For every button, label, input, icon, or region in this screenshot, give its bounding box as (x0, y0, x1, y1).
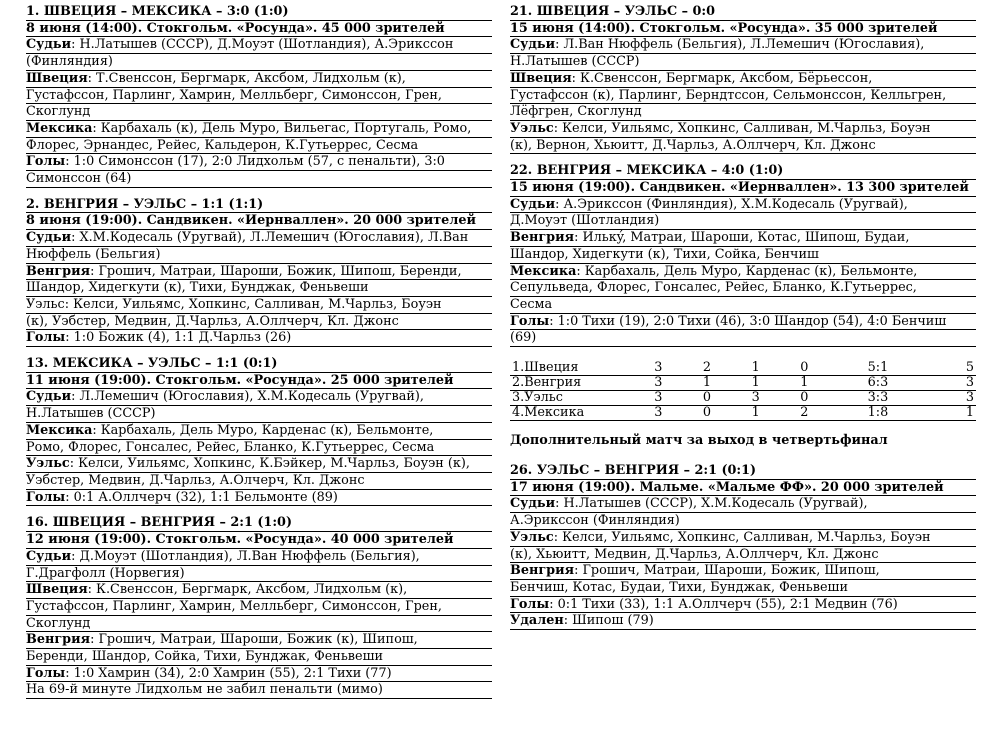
team2-text: : Карбахаль (к), Дель Муро, Вильегас, Португаль, Ромо, (92, 120, 472, 136)
referees-line (510, 197, 976, 214)
match-date-venue: 15 июня (14:00). Стокгольм. «Росунда». 35 000 зрителей (510, 21, 976, 38)
match-22 (510, 163, 976, 347)
team1-line-cont: Густафссон, Парлинг, Хамрин, Мелльберг, Симонссон, Грен, (26, 88, 492, 105)
team1-label: Швеция (510, 70, 572, 86)
referees-line (26, 549, 492, 566)
referees-line (26, 37, 492, 54)
referees-text: : Д.Моуэт (Шотландия), Л.Ван Нюффель (Бельгия), (71, 548, 420, 564)
referees-line-cont: Н.Латышев (СССР) (26, 406, 492, 423)
goals-line-cont: Симонссон (64) (26, 171, 492, 188)
team1-line (26, 423, 492, 440)
team2-text: : Грошич, Матраи, Шароши, Божик (к), Шипош, (90, 632, 418, 648)
referees-line-cont: (Финляндия) (26, 54, 492, 71)
referees-label: Судьи (26, 548, 72, 564)
losses-cell: 0 (780, 391, 829, 406)
team2-line-cont: Сесма (510, 297, 976, 314)
team-cell: 4.Мексика (510, 406, 634, 421)
team2-text: : Грошич, Матраи, Шароши, Божик, Шипош, (574, 563, 880, 579)
match-date-venue: 11 июня (19:00). Стокгольм. «Росунда». 25 000 зрителей (26, 373, 492, 390)
team1-text: : К.Свенссон, Бергмарк, Аксбом, Лидхольм (к), (87, 582, 408, 598)
goals-label: Голы (26, 330, 66, 346)
referees-label: Судьи (26, 389, 72, 405)
match-heading: 26. УЭЛЬС – ВЕНГРИЯ – 2:1 (0:1) (510, 463, 976, 480)
match-heading: 16. ШВЕЦИЯ – ВЕНГРИЯ – 2:1 (1:0) (26, 515, 492, 532)
referees-line (26, 230, 492, 247)
referees-label: Судьи (26, 37, 72, 53)
team1-label: Мексика (26, 422, 93, 438)
team1-line-cont: Скоглунд (26, 104, 492, 121)
table-row (510, 391, 976, 406)
goals-cell: 6:3 (829, 376, 928, 391)
team2-line (26, 632, 492, 649)
table-row (510, 406, 976, 421)
goals-text: : 0:1 А.Оллчерч (32), 1:1 Бельмонте (89) (65, 489, 338, 505)
wins-cell: 2 (683, 361, 732, 376)
draws-cell: 3 (731, 391, 780, 406)
match-date-venue: 8 июня (19:00). Сандвикен. «Иернваллен». 20 000 зрителей (26, 213, 492, 230)
team1-text: : Грошич, Матраи, Шароши, Божик, Шипош, Беренди, (90, 263, 462, 279)
sent-off-text: : Шипош (79) (563, 613, 654, 629)
match-heading: 22. ВЕНГРИЯ – МЕКСИКА – 4:0 (1:0) (510, 163, 976, 180)
played-cell: 3 (634, 391, 683, 406)
referees-text: : Х.М.Кодесаль (Уругвай), Л.Лемешич (Югославия), Л.Ван (71, 230, 469, 246)
team1-line-cont: Шандор, Хидегкути (к), Тихи, Бунджак, Феньвеши (26, 280, 492, 297)
match-date-venue: 17 июня (19:00). Мальме. «Мальме ФФ». 20 000 зрителей (510, 480, 976, 497)
team1-label: Швеция (26, 70, 88, 86)
goals-label: Голы (26, 665, 66, 681)
table-row (510, 376, 976, 391)
team1-text: : Илькý, Матраи, Шароши, Котас, Шипош, Будаи, (574, 230, 910, 246)
played-cell: 3 (634, 361, 683, 376)
team2-line (510, 563, 976, 580)
match-date-venue: 8 июня (14:00). Стокгольм. «Росунда». 45 000 зрителей (26, 21, 492, 38)
referees-text: : А.Эрикссон (Финляндия), Х.М.Кодесаль (Уругвай), (555, 196, 908, 212)
goals-line (510, 314, 976, 331)
team1-line-cont: Густафссон, Парлинг, Хамрин, Мелльберг, Симонссон, Грен, (26, 599, 492, 616)
team1-line-cont: Густафссон (к), Парлинг, Берндтссон, Сельмонссон, Келльгрен, (510, 88, 976, 105)
goals-text: : 1:0 Тихи (19), 2:0 Тихи (46), 3:0 Шандор (54), 4:0 Бенчиш (549, 313, 947, 329)
referees-text: : Н.Латышев (СССР), Д.Моуэт (Шотландия), А.Эрикссон (71, 37, 454, 53)
sent-off-line (510, 613, 976, 630)
referees-line-cont: А.Эрикссон (Финляндия) (510, 513, 976, 530)
team2-line (26, 297, 492, 314)
team1-label: Венгрия (26, 263, 91, 279)
team2-text: : Келси, Уильямс, Хопкинс, К.Бэйкер, М.Чарльз, Боуэн (к), (69, 456, 470, 472)
goals-cell: 1:8 (829, 406, 928, 421)
team1-line (510, 230, 976, 247)
goals-label: Голы (510, 313, 550, 329)
team2-label: Уэльс (26, 296, 65, 312)
match-21 (510, 4, 976, 154)
points-cell: 1 (927, 406, 976, 421)
team2-line (510, 264, 976, 281)
referees-label: Судьи (26, 230, 72, 246)
referees-label: Судьи (510, 496, 556, 512)
losses-cell: 1 (780, 376, 829, 391)
wins-cell: 0 (683, 406, 732, 421)
match-26 (510, 463, 976, 630)
points-cell: 5 (927, 361, 976, 376)
goals-line (26, 154, 492, 171)
goals-cell: 5:1 (829, 361, 928, 376)
referees-label: Судьи (510, 37, 556, 53)
team2-line-cont: Уэбстер, Медвин, Д.Чарльз, А.Олчерч, Кл. Джонс (26, 473, 492, 490)
points-cell: 3 (927, 391, 976, 406)
team1-label: Швеция (26, 582, 88, 598)
match-13 (26, 356, 492, 506)
goals-cell: 3:3 (829, 391, 928, 406)
team2-line-cont: Беренди, Шандор, Сойка, Тихи, Бунджак, Феньвеши (26, 649, 492, 666)
goals-label: Голы (26, 489, 66, 505)
points-cell: 3 (927, 376, 976, 391)
sent-off-label: Удален (510, 613, 564, 629)
played-cell: 3 (634, 406, 683, 421)
goals-text: : 1:0 Симонссон (17), 2:0 Лидхольм (57, с пенальти), 3:0 (65, 154, 445, 170)
team2-label: Мексика (26, 120, 93, 136)
match-heading: 21. ШВЕЦИЯ – УЭЛЬС – 0:0 (510, 4, 976, 21)
team-cell: 3.Уэльс (510, 391, 634, 406)
goals-line (510, 597, 976, 614)
played-cell: 3 (634, 376, 683, 391)
goals-line (26, 666, 492, 683)
referees-line-cont: Нюффель (Бельгия) (26, 247, 492, 264)
team1-text: : Келси, Уильямс, Хопкинс, Салливан, М.Чарльз, Боуэн (553, 529, 931, 545)
team2-text: : Келси, Уильямс, Хопкинс, Салливан, М.Чарльз, Боуэн (553, 120, 931, 136)
team2-label: Уэльс (26, 456, 70, 472)
team2-line-cont: (к), Вернон, Хьюитт, Д.Чарльз, А.Оллчерч, Кл. Джонс (510, 138, 976, 155)
team1-label: Уэльс (510, 529, 554, 545)
standings-grid (510, 361, 976, 421)
table-row (510, 361, 976, 376)
referees-text: : Л.Ван Нюффель (Бельгия), Л.Лемешич (Югославия), (555, 37, 925, 53)
draws-cell: 1 (731, 361, 780, 376)
team1-line-cont: Ромо, Флорес, Гонсалес, Рейес, Бланко, К.Гутьеррес, Сесма (26, 440, 492, 457)
team2-label: Венгрия (26, 632, 91, 648)
goals-label: Голы (26, 154, 66, 170)
playoff-section-title: Дополнительный матч за выход в четвертьфинал (510, 433, 888, 449)
goals-text: : 1:0 Божик (4), 1:1 Д.Чарльз (26) (65, 330, 292, 346)
team1-line (26, 582, 492, 599)
match-heading: 2. ВЕНГРИЯ – УЭЛЬС – 1:1 (1:1) (26, 197, 492, 214)
match-2 (26, 197, 492, 347)
match-1 (26, 4, 492, 188)
team2-label: Уэльс (510, 120, 554, 136)
match-16 (26, 515, 492, 699)
team2-line-cont: Бенчиш, Котас, Будаи, Тихи, Бунджак, Феньвеши (510, 580, 976, 597)
team2-label: Мексика (510, 263, 577, 279)
right-column (510, 4, 976, 639)
team1-text: : К.Свенссон, Бергмарк, Аксбом, Бёрьессон, (571, 70, 873, 86)
team1-line-cont: Лёфгрен, Скоглунд (510, 104, 976, 121)
draws-cell: 1 (731, 376, 780, 391)
referees-line (510, 37, 976, 54)
referees-line (510, 496, 976, 513)
match-note: На 69-й минуте Лидхольм не забил пенальти (мимо) (26, 682, 492, 699)
team2-line-cont: (к), Уэбстер, Медвин, Д.Чарльз, А.Оллчерч, Кл. Джонс (26, 314, 492, 331)
goals-line (26, 490, 492, 507)
team2-line-cont: Флорес, Эрнандес, Рейес, Кальдерон, К.Гутьеррес, Сесма (26, 138, 492, 155)
team2-line (26, 121, 492, 138)
goals-text: : 1:0 Хамрин (34), 2:0 Хамрин (55), 2:1 Тихи (77) (65, 665, 392, 681)
wins-cell: 1 (683, 376, 732, 391)
team1-line-cont: Шандор, Хидегкути (к), Тихи, Сойка, Бенчиш (510, 247, 976, 264)
referees-line (26, 389, 492, 406)
team1-line (26, 264, 492, 281)
group-standings-table (510, 361, 976, 421)
referees-line-cont: Д.Моуэт (Шотландия) (510, 213, 976, 230)
team1-line-cont: (к), Хьюитт, Медвин, Д.Чарльз, А.Оллчерч, Кл. Джонс (510, 547, 976, 564)
wins-cell: 0 (683, 391, 732, 406)
team2-line (510, 121, 976, 138)
referees-line-cont: Г.Драгфолл (Норвегия) (26, 566, 492, 583)
team1-line-cont: Скоглунд (26, 616, 492, 633)
left-column (26, 4, 492, 708)
team2-label: Венгрия (510, 563, 575, 579)
team2-line (26, 456, 492, 473)
referees-text: : Л.Лемешич (Югославия), Х.М.Кодесаль (Уругвай), (71, 389, 424, 405)
team1-line (510, 71, 976, 88)
team2-line-cont: Сепульведа, Флорес, Гонсалес, Рейес, Бланко, К.Гутьеррес, (510, 280, 976, 297)
referees-text: : Н.Латышев (СССР), Х.М.Кодесаль (Уругвай), (555, 496, 868, 512)
team1-text: : Т.Свенссон, Бергмарк, Аксбом, Лидхольм (к), (87, 70, 406, 86)
draws-cell: 1 (731, 406, 780, 421)
goals-text: : 0:1 Тихи (33), 1:1 А.Оллчерч (55), 2:1 Медвин (76) (549, 596, 898, 612)
losses-cell: 0 (780, 361, 829, 376)
team2-text: : Келси, Уильямс, Хопкинс, Салливан, М.Чарльз, Боуэн (64, 296, 442, 312)
match-date-venue: 15 июня (19:00). Сандвикен. «Иернваллен». 13 300 зрителей (510, 180, 976, 197)
team1-text: : Карбахаль, Дель Муро, Карденас (к), Бельмонте, (92, 422, 434, 438)
team-cell: 2.Венгрия (510, 376, 634, 391)
referees-label: Судьи (510, 196, 556, 212)
team1-label: Венгрия (510, 230, 575, 246)
goals-line (26, 330, 492, 347)
team2-text: : Карбахаль, Дель Муро, Карденас (к), Бельмонте, (576, 263, 918, 279)
losses-cell: 2 (780, 406, 829, 421)
team1-line (26, 71, 492, 88)
match-date-venue: 12 июня (19:00). Стокгольм. «Росунда». 40 000 зрителей (26, 532, 492, 549)
team-cell: 1.Швеция (510, 361, 634, 376)
referees-line-cont: Н.Латышев (СССР) (510, 54, 976, 71)
goals-line-cont: (69) (510, 330, 976, 347)
goals-label: Голы (510, 596, 550, 612)
team1-line (510, 530, 976, 547)
match-heading: 13. МЕКСИКА – УЭЛЬС – 1:1 (0:1) (26, 356, 492, 373)
match-heading: 1. ШВЕЦИЯ – МЕКСИКА – 3:0 (1:0) (26, 4, 492, 21)
